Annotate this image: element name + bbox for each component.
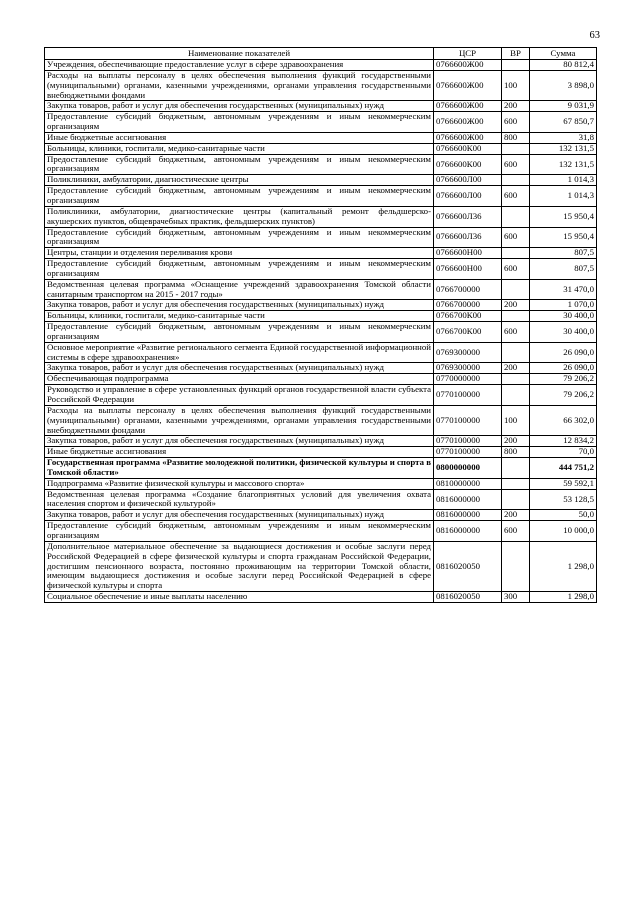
row-name: Государственная программа «Развитие молодежной политики, физической культуры и спорта в Томской области» [45, 458, 434, 479]
table-row [45, 154, 597, 175]
row-sum: 67 850,7 [530, 112, 597, 133]
row-csr: 0766600Л00 [434, 175, 502, 186]
row-name: Дополнительное материальное обеспечение за выдающиеся достижения и особые заслуги перед Российской Федерацией в сфере физической культуры и спорта гражданам Российской Федерации, достигшим пенсионного возраста, постоянно проживающим на территории Томской области, имеющим выдающиеся достижения и особые заслуги перед Российской Федерацией в сфере физической культуры и спорта [45, 541, 434, 591]
table-row [45, 70, 597, 101]
row-csr: 0766700К00 [434, 311, 502, 322]
row-sum: 26 090,0 [530, 342, 597, 363]
row-csr: 0816020050 [434, 541, 502, 591]
row-vr: 800 [502, 447, 530, 458]
row-sum: 1 298,0 [530, 541, 597, 591]
table-row [45, 143, 597, 154]
row-csr: 0769300000 [434, 342, 502, 363]
row-sum: 132 131,5 [530, 143, 597, 154]
table-row [45, 374, 597, 385]
row-vr: 600 [502, 154, 530, 175]
row-csr: 0769300000 [434, 363, 502, 374]
table-row [45, 478, 597, 489]
row-name: Предоставление субсидий бюджетным, автономным учреждениям и иным некоммерческим организациям [45, 186, 434, 207]
table-row [45, 186, 597, 207]
header-vr: ВР [502, 48, 530, 60]
row-sum: 30 400,0 [530, 322, 597, 343]
row-vr [502, 279, 530, 300]
row-sum: 10 000,0 [530, 521, 597, 542]
row-csr: 0770100000 [434, 447, 502, 458]
row-vr: 200 [502, 510, 530, 521]
row-vr: 200 [502, 101, 530, 112]
row-vr [502, 541, 530, 591]
table-row [45, 447, 597, 458]
row-name: Поликлиники, амбулатории, диагностические центры [45, 175, 434, 186]
row-vr [502, 175, 530, 186]
row-sum: 50,0 [530, 510, 597, 521]
row-sum: 807,5 [530, 259, 597, 280]
row-csr: 0816020050 [434, 592, 502, 603]
header-csr: ЦСР [434, 48, 502, 60]
table-row [45, 342, 597, 363]
row-name: Иные бюджетные ассигнования [45, 447, 434, 458]
table-row [45, 206, 597, 227]
row-vr [502, 342, 530, 363]
row-name: Предоставление субсидий бюджетным, автономным учреждениям и иным некоммерческим организациям [45, 521, 434, 542]
header-name: Наименование показателей [45, 48, 434, 60]
row-name: Ведомственная целевая программа «Создание благоприятных условий для увеличения охвата населения спортом и физической культурой» [45, 489, 434, 510]
table-row [45, 60, 597, 71]
table-row [45, 510, 597, 521]
row-vr [502, 478, 530, 489]
row-sum: 12 834,2 [530, 436, 597, 447]
row-sum: 1 298,0 [530, 592, 597, 603]
row-name: Иные бюджетные ассигнования [45, 132, 434, 143]
row-name: Предоставление субсидий бюджетным, автономным учреждениям и иным некоммерческим организациям [45, 322, 434, 343]
row-name: Закупка товаров, работ и услуг для обеспечения государственных (муниципальных) нужд [45, 436, 434, 447]
table-row [45, 101, 597, 112]
row-sum: 66 302,0 [530, 405, 597, 436]
row-vr: 200 [502, 300, 530, 311]
row-name: Больницы, клиники, госпитали, медико-санитарные части [45, 311, 434, 322]
table-row [45, 541, 597, 591]
table-row [45, 322, 597, 343]
table-row [45, 311, 597, 322]
row-csr: 0810000000 [434, 478, 502, 489]
row-csr: 0766700К00 [434, 322, 502, 343]
row-name: Поликлиники, амбулатории, диагностические центры (капитальный ремонт фельдшерско-акушерских пунктов, общеврачебных практик, фельдшерских пунктов) [45, 206, 434, 227]
row-vr: 600 [502, 112, 530, 133]
row-name: Расходы на выплаты персоналу в целях обеспечения выполнения функций государственными (муниципальными) органами, казенными учреждениями, органами управления государственными внебюджетными фондами [45, 70, 434, 101]
row-vr [502, 311, 530, 322]
table-row [45, 300, 597, 311]
row-csr: 0766600Ж00 [434, 132, 502, 143]
row-csr: 0816000000 [434, 510, 502, 521]
row-csr: 0766600Ж00 [434, 70, 502, 101]
row-vr: 600 [502, 227, 530, 248]
row-sum: 26 090,0 [530, 363, 597, 374]
row-vr [502, 143, 530, 154]
row-csr: 0766600Ж00 [434, 112, 502, 133]
row-name: Подпрограмма «Развитие физической культуры и массового спорта» [45, 478, 434, 489]
table-row [45, 592, 597, 603]
row-sum: 79 206,2 [530, 385, 597, 406]
row-name: Закупка товаров, работ и услуг для обеспечения государственных (муниципальных) нужд [45, 510, 434, 521]
row-vr: 600 [502, 186, 530, 207]
table-row [45, 259, 597, 280]
row-name: Основное мероприятие «Развитие регионального сегмента Единой государственной информационной системы в сфере здравоохранения» [45, 342, 434, 363]
row-name: Предоставление субсидий бюджетным, автономным учреждениям и иным некоммерческим организациям [45, 227, 434, 248]
row-name: Расходы на выплаты персоналу в целях обеспечения выполнения функций государственными (муниципальными) органами, казенными учреждениями, органами управления государственными внебюджетными фондами [45, 405, 434, 436]
row-sum: 53 128,5 [530, 489, 597, 510]
row-vr [502, 458, 530, 479]
row-sum: 444 751,2 [530, 458, 597, 479]
row-vr: 200 [502, 363, 530, 374]
row-csr: 0766600К00 [434, 154, 502, 175]
row-csr: 0766600Ж00 [434, 101, 502, 112]
row-name: Центры, станции и отделения переливания крови [45, 248, 434, 259]
row-vr: 200 [502, 436, 530, 447]
row-csr: 0816000000 [434, 489, 502, 510]
row-vr: 300 [502, 592, 530, 603]
table-row [45, 436, 597, 447]
row-vr: 100 [502, 70, 530, 101]
row-csr: 0770000000 [434, 374, 502, 385]
row-sum: 132 131,5 [530, 154, 597, 175]
row-sum: 79 206,2 [530, 374, 597, 385]
row-csr: 0766600Н00 [434, 259, 502, 280]
row-name: Социальное обеспечение и иные выплаты населению [45, 592, 434, 603]
row-vr [502, 385, 530, 406]
row-name: Предоставление субсидий бюджетным, автономным учреждениям и иным некоммерческим организациям [45, 112, 434, 133]
row-sum: 31 470,0 [530, 279, 597, 300]
row-vr [502, 374, 530, 385]
row-vr [502, 60, 530, 71]
row-vr [502, 489, 530, 510]
row-csr: 0766600Л36 [434, 206, 502, 227]
row-name: Ведомственная целевая программа «Оснащение учреждений здравоохранения Томской области санитарным транспортом на 2015 - 2017 годы» [45, 279, 434, 300]
row-sum: 1 070,0 [530, 300, 597, 311]
table-row [45, 112, 597, 133]
table-body [45, 60, 597, 603]
row-csr: 0770100000 [434, 436, 502, 447]
table-row [45, 363, 597, 374]
row-sum: 3 898,0 [530, 70, 597, 101]
table-header-row [45, 48, 597, 60]
table-row [45, 521, 597, 542]
row-vr: 600 [502, 521, 530, 542]
table-row [45, 458, 597, 479]
row-csr: 0766700000 [434, 300, 502, 311]
header-sum: Сумма [530, 48, 597, 60]
table-row [45, 385, 597, 406]
row-csr: 0816000000 [434, 521, 502, 542]
row-vr [502, 248, 530, 259]
row-name: Предоставление субсидий бюджетным, автономным учреждениям и иным некоммерческим организациям [45, 154, 434, 175]
row-name: Учреждения, обеспечивающие предоставление услуг в сфере здравоохранения [45, 60, 434, 71]
row-csr: 0770100000 [434, 385, 502, 406]
row-sum: 30 400,0 [530, 311, 597, 322]
row-sum: 1 014,3 [530, 175, 597, 186]
row-sum: 15 950,4 [530, 206, 597, 227]
table-row [45, 227, 597, 248]
row-name: Закупка товаров, работ и услуг для обеспечения государственных (муниципальных) нужд [45, 363, 434, 374]
row-name: Закупка товаров, работ и услуг для обеспечения государственных (муниципальных) нужд [45, 300, 434, 311]
row-name: Больницы, клиники, госпитали, медико-санитарные части [45, 143, 434, 154]
row-name: Предоставление субсидий бюджетным, автономным учреждениям и иным некоммерческим организациям [45, 259, 434, 280]
row-csr: 0766600Л36 [434, 227, 502, 248]
row-vr: 800 [502, 132, 530, 143]
row-sum: 70,0 [530, 447, 597, 458]
row-csr: 0766600Л00 [434, 186, 502, 207]
table-row [45, 489, 597, 510]
table-row [45, 279, 597, 300]
budget-table [44, 47, 597, 603]
row-sum: 15 950,4 [530, 227, 597, 248]
row-csr: 0766600Н00 [434, 248, 502, 259]
row-sum: 80 812,4 [530, 60, 597, 71]
row-sum: 31,8 [530, 132, 597, 143]
row-sum: 807,5 [530, 248, 597, 259]
table-row [45, 405, 597, 436]
row-sum: 9 031,9 [530, 101, 597, 112]
row-vr: 600 [502, 322, 530, 343]
table-row [45, 175, 597, 186]
row-csr: 0770100000 [434, 405, 502, 436]
table-row [45, 132, 597, 143]
row-csr: 0766600К00 [434, 143, 502, 154]
page-number: 63 [589, 30, 600, 41]
row-csr: 0766600Ж00 [434, 60, 502, 71]
row-name: Закупка товаров, работ и услуг для обеспечения государственных (муниципальных) нужд [45, 101, 434, 112]
table-row [45, 248, 597, 259]
row-csr: 0766700000 [434, 279, 502, 300]
row-name: Обеспечивающая подпрограмма [45, 374, 434, 385]
row-csr: 0800000000 [434, 458, 502, 479]
row-sum: 59 592,1 [530, 478, 597, 489]
row-vr: 600 [502, 259, 530, 280]
row-vr: 100 [502, 405, 530, 436]
row-name: Руководство и управление в сфере установленных функций органов государственной власти субъекта Российской Федерации [45, 385, 434, 406]
row-sum: 1 014,3 [530, 186, 597, 207]
row-vr [502, 206, 530, 227]
